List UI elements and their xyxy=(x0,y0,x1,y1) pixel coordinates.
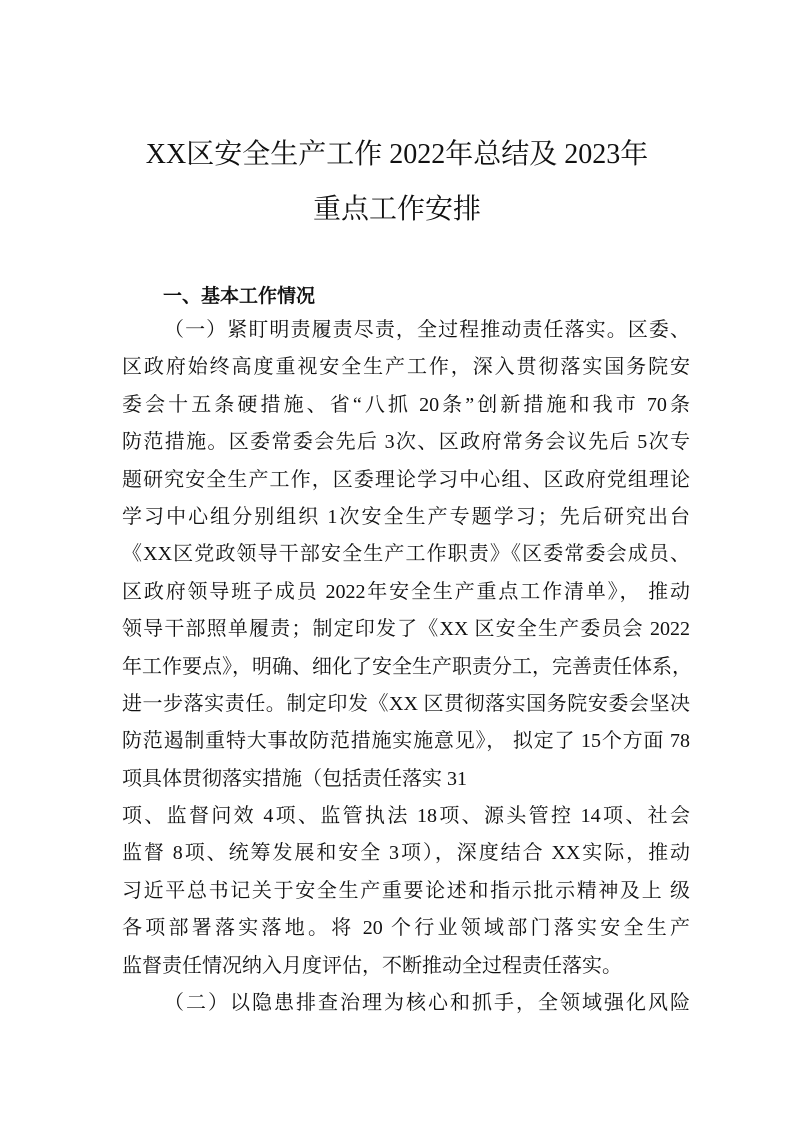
paragraph-line: 监督 8项、统筹发展和安全 3项），深度结合 XX实际，推动 xyxy=(122,842,690,865)
paragraph-line: 领导干部照单履责；制定印发了《XX 区安全生产委员会 2022 xyxy=(122,618,690,641)
paragraph-line: 各项部署落实落地。将 20 个行业领域部门落实安全生产 xyxy=(122,917,690,940)
paragraph-line: （二）以隐患排查治理为核心和抓手，全领域强化风险 xyxy=(164,992,690,1015)
paragraph-line: 项具体贯彻落实措施（包括责任落实 31 xyxy=(122,767,467,790)
paragraph-line: 防范措施。区委常委会先后 3次、区政府常务会议先后 5次专 xyxy=(122,431,690,454)
paragraph-line: 委会十五条硬措施、省“八抓 20条”创新措施和我市 70条 xyxy=(122,393,690,416)
paragraph-line: 区政府始终高度重视安全生产工作，深入贯彻落实国务院安 xyxy=(122,356,690,379)
paragraph-line: 防范遏制重特大事故防范措施实施意见》， 拟定了 15个方面 78 xyxy=(122,730,690,753)
paragraph-line: 年工作要点》，明确、细化了安全生产职责分工，完善责任体系， xyxy=(122,655,692,678)
paragraph-line: 《XX区党政领导干部安全生产工作职责》《区委常委会成员、 xyxy=(122,543,690,566)
document-title-line-2: 重点工作安排 xyxy=(312,194,481,225)
body-text xyxy=(122,312,690,1022)
paragraph-line: 进一步落实责任。制定印发《XX 区贯彻落实国务院安委会坚决 xyxy=(122,692,690,715)
paragraph-line: （一）紧盯明责履责尽责，全过程推动责任落实。区委、 xyxy=(164,319,690,341)
paragraph-line: 监督责任情况纳入月度评估，不断推动全过程责任落实。 xyxy=(122,954,622,977)
paragraph-line: 项、监督问效 4项、监管执法 18项、源头管控 14项、社会 xyxy=(122,805,690,828)
document-title-line-1: XX区安全生产工作 2022年总结及 2023年 xyxy=(145,139,649,170)
paragraph-line: 区政府领导班子成员 2022年安全生产重点工作清单》， 推动 xyxy=(122,580,690,603)
paragraph-line: 习近平总书记关于安全生产重要论述和指示批示精神及上 级 xyxy=(122,879,690,902)
section-heading: 一、基本工作情况 xyxy=(163,285,316,307)
paragraph-line: 学习中心组分别组织 1次安全生产专题学习；先后研究出台 xyxy=(122,505,690,528)
paragraph-line: 题研究安全生产工作，区委理论学习中心组、区政府党组理论 xyxy=(122,468,690,491)
